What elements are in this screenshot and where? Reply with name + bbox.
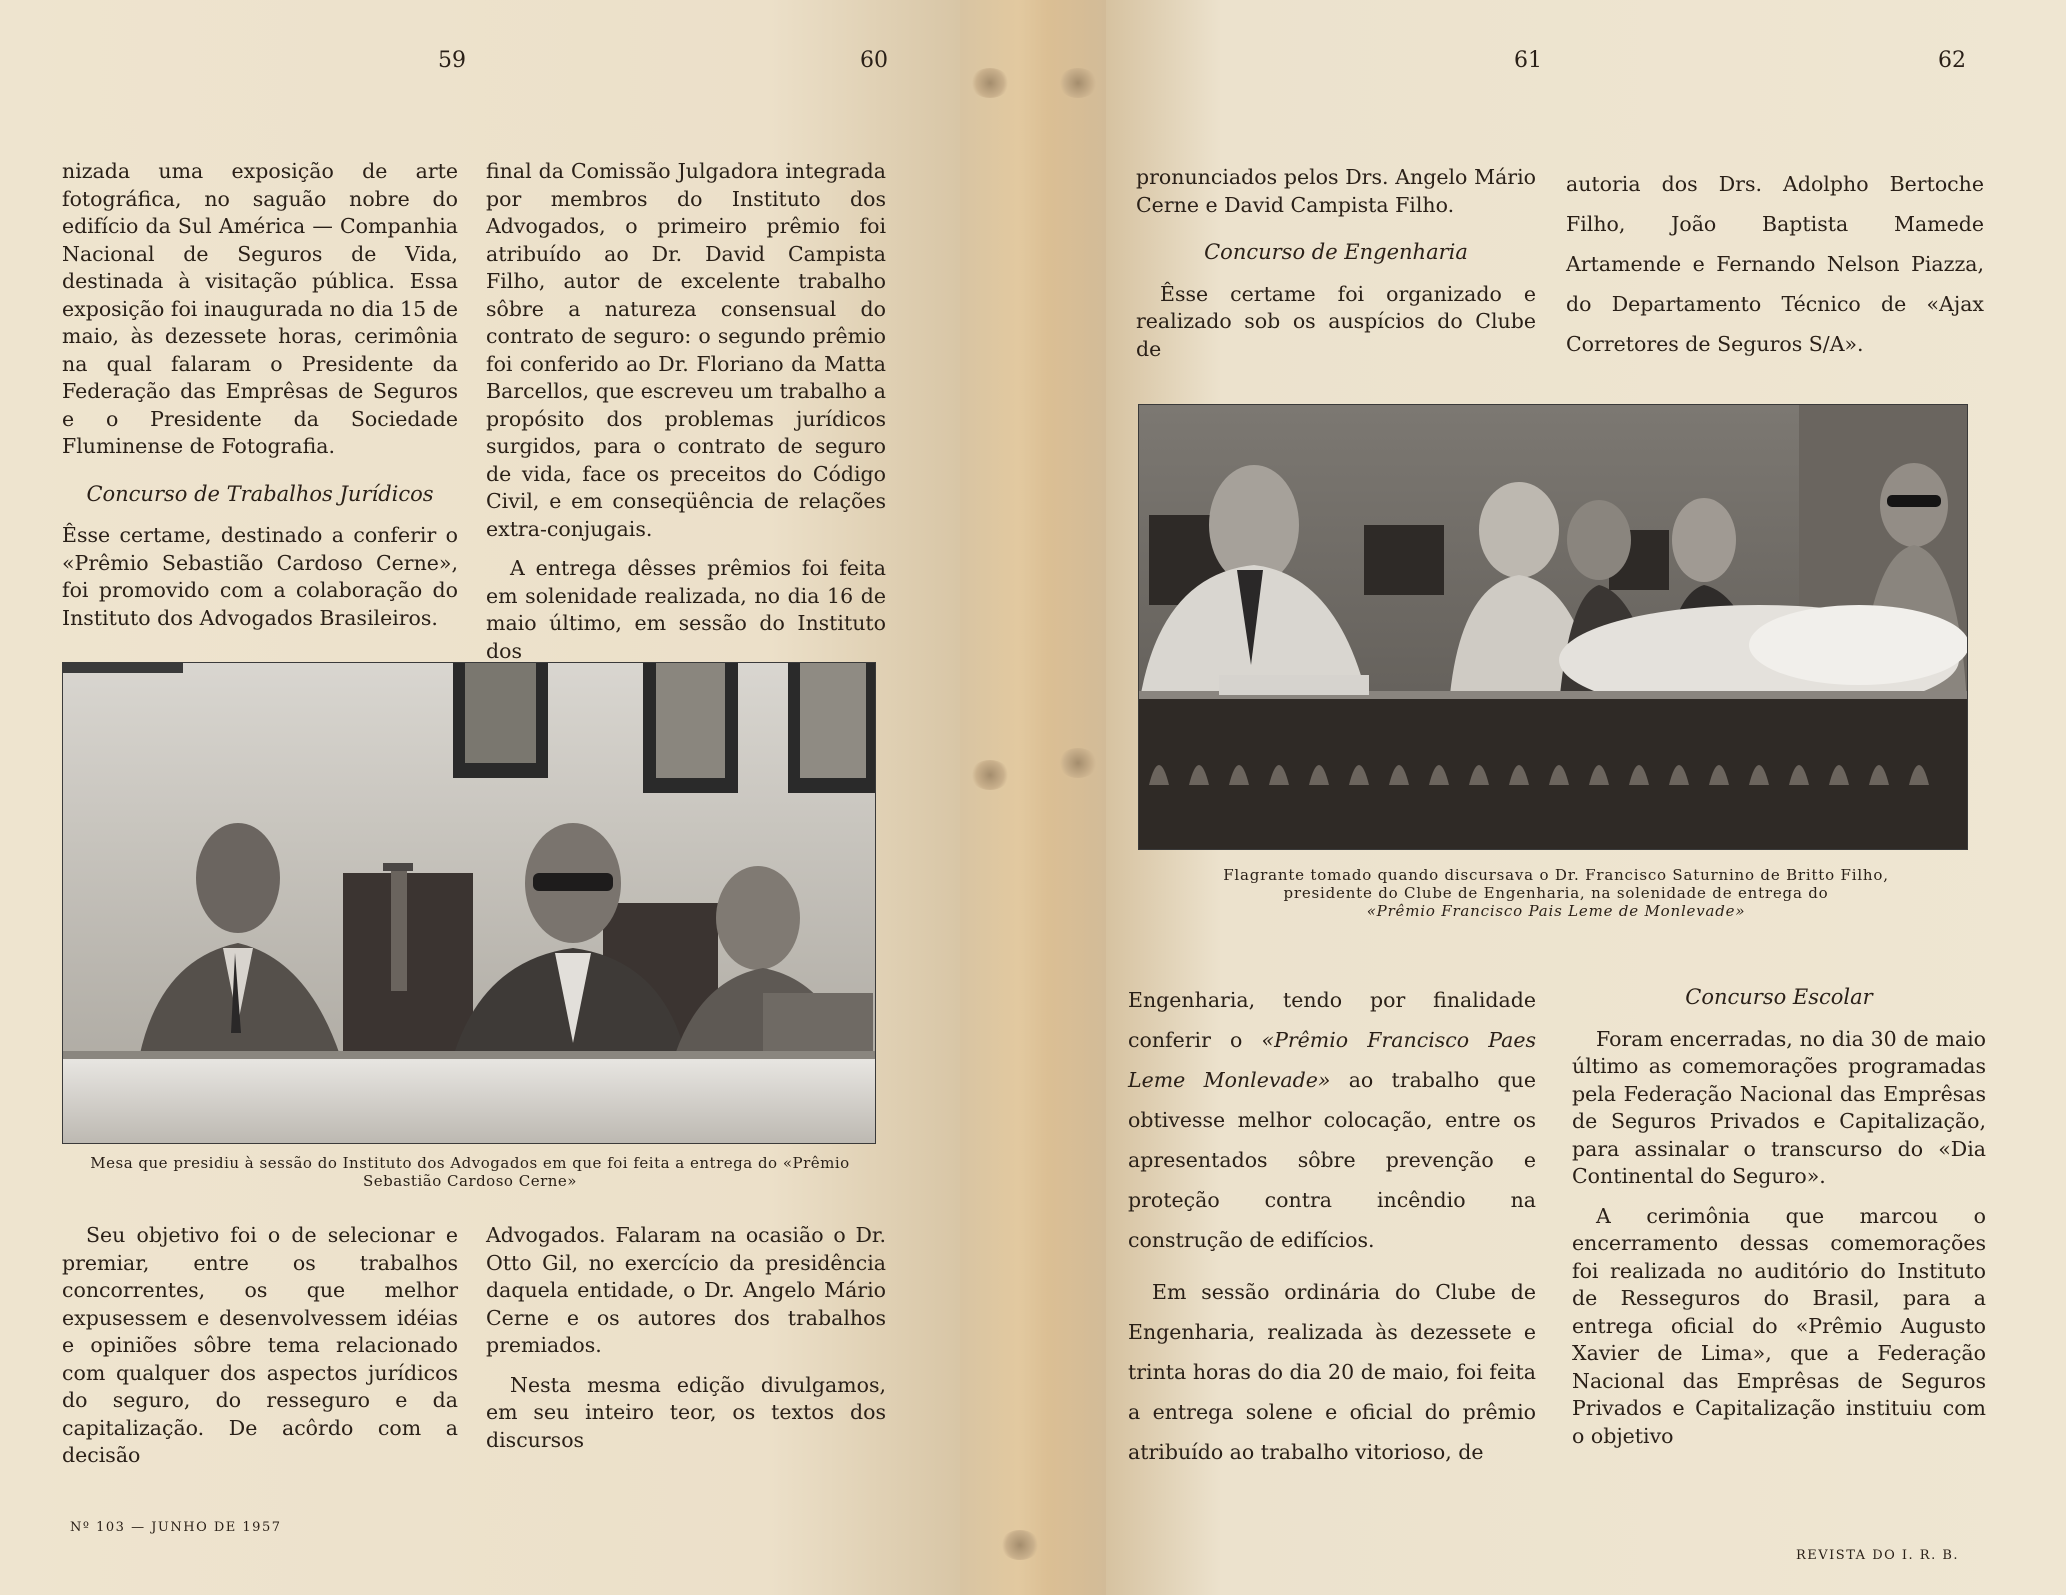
photo-caption-instituto: Mesa que presidiu à sessão do Instituto dos Advogados em que foi feita a entrega do «Prêmio Sebastião Cardoso Cerne» <box>90 1154 850 1190</box>
paragraph-sessao-ordinaria: Em sessão ordinária do Clube de Engenharia, realizada às dezessete e trinta horas do dia 20 de maio, foi feita a entrega solene e oficial do prêmio atribuído ao trabalho vitorioso, de <box>1128 1280 1536 1464</box>
page60-column-bottom <box>486 1222 886 1466</box>
page61-column-top <box>1136 164 1536 375</box>
footer-issue: Nº 103 — JUNHO DE 1957 <box>70 1520 282 1535</box>
photo-illustration <box>1139 405 1967 849</box>
paragraph-foram-encerradas: Foram encerradas, no dia 30 de maio último as comemorações programadas pela Federação Nacional das Emprêsas de Seguros Privados e Capitalização, para assinalar o transcurso do «Dia Continental do Seguro». <box>1572 1026 1986 1188</box>
caption-line-3: «Prêmio Francisco Pais Leme de Monlevade» <box>1366 902 1746 920</box>
paragraph-entrega-premios: A entrega dêsses prêmios foi feita em solenidade realizada, no dia 16 de maio último, em sessão do Instituto dos <box>486 556 886 663</box>
caption-line-1: Flagrante tomado quando discursava o Dr. Francisco Saturnino de Britto Filho, <box>1223 866 1889 884</box>
premio-monlevade-title: «Prêmio Francisco Paes Leme Monlevade» <box>1128 1028 1536 1092</box>
heading-concurso-juridicos: Concurso de Trabalhos Jurídicos <box>86 481 434 506</box>
binding-stitch <box>1000 1530 1040 1560</box>
page-number-59: 59 <box>438 48 466 73</box>
footer-revista: REVISTA DO I. R. B. <box>1796 1548 1960 1563</box>
left-page <box>0 0 960 1595</box>
heading-concurso-escolar: Concurso Escolar <box>1685 985 1873 1009</box>
paragraph-autoria: autoria dos Drs. Adolpho Bertoche Filho, João Baptista Mamede Artamende e Fernando Nelson Piazza, do Departamento Técnico de «Ajax Corretores de Seguros S/A». <box>1566 172 1984 356</box>
paragraph-cerimonia: A cerimônia que marcou o encerramento dessas comemorações foi realizada no auditório do Instituto de Resseguros do Brasil, para a entrega oficial do «Prêmio Augusto Xavier de Lima», que a Federação Nacional das Emprêsas de Seguros Privados e Capitalização instituiu com o objetivo <box>1572 1203 1986 1448</box>
paragraph-pronunciados: pronunciados pelos Drs. Angelo Mário Cerne e David Campista Filho. <box>1136 165 1536 217</box>
caption-line-2: presidente do Clube de Engenharia, na solenidade de entrega do <box>1283 884 1829 902</box>
binding-stitch <box>970 68 1010 98</box>
page60-column-top <box>486 158 886 677</box>
paragraph-nesta-edicao: Nesta mesma edição divulgamos, em seu inteiro teor, os textos dos discursos <box>486 1372 886 1452</box>
heading-concurso-engenharia: Concurso de Engenharia <box>1204 240 1468 264</box>
right-page <box>1106 0 2066 1595</box>
paragraph-certame-engenharia: Êsse certame foi organizado e realizado sob os auspícios do Clube de <box>1136 281 1536 361</box>
photo-caption-engenharia <box>1136 866 1976 920</box>
page59-column-bottom <box>62 1222 458 1482</box>
page59-column-top <box>62 158 458 644</box>
paragraph-advogados-falaram: Advogados. Falaram na ocasião o Dr. Otto Gil, no exercício da presidência daquela entidade, o Dr. Angelo Mário Cerne e os autores dos trabalhos premiados. <box>486 1223 886 1357</box>
paragraph-objetivo: Seu objetivo foi o de selecionar e premiar, entre os trabalhos concorrentes, os que melhor expusessem e desenvolvessem idéias e opiniões sôbre tema relacionado com qualquer dos aspectos jurídicos do seguro, do resseguro e da capitalização. De acôrdo com a decisão <box>62 1223 458 1467</box>
page-number-61: 61 <box>1514 48 1542 73</box>
page-number-62: 62 <box>1938 48 1966 73</box>
paragraph-certame-juridico: Êsse certame, destinado a conferir o «Prêmio Sebastião Cardoso Cerne», foi promovido com a colaboração do Instituto dos Advogados Brasileiros. <box>62 523 458 630</box>
page61-column-bottom <box>1128 980 1536 1484</box>
page62-column-bottom <box>1572 984 1986 1462</box>
binding-stitch <box>1058 748 1098 778</box>
book-gutter <box>960 0 1106 1595</box>
page62-column-top <box>1566 164 1984 376</box>
binding-stitch <box>1058 68 1098 98</box>
paragraph-comissao-julgadora: final da Comissão Julgadora integrada por membros do Instituto dos Advogados, o primeiro prêmio foi atribuído ao Dr. David Campista Filho, autor de excelente trabalho sôbre a natureza consensual do contrato de seguro: o segundo prêmio foi conferido ao Dr. Floriano da Matta Barcellos, que escreveu um trabalho a propósito dos problemas jurídicos surgidos, para o contrato de seguro de vida, face os preceitos do Código Civil, e em conseqüência de relações extra-conjugais. <box>486 159 886 541</box>
page-number-60: 60 <box>860 48 888 73</box>
photo-mesa-instituto-advogados <box>62 662 876 1144</box>
binding-stitch <box>970 760 1010 790</box>
paragraph-engenharia-finalidade: Engenharia, tendo por finalidade conferir o «Prêmio Francisco Paes Leme Monlevade» ao trabalho que obtivesse melhor colocação, entre os apresentados sôbre prevenção e proteção contra incêndio na construção de edifícios. <box>1128 988 1536 1252</box>
photo-clube-engenharia <box>1138 404 1968 850</box>
paragraph-exposicao: nizada uma exposição de arte fotográfica, no saguão nobre do edifício da Sul América — Companhia Nacional de Seguros de Vida, destinada à visitação pública. Essa exposição foi inaugurada no dia 15 de maio, às dezessete horas, cerimônia na qual falaram o Presidente da Federação das Emprêsas de Seguros e o Presidente da Sociedade Fluminense de Fotografia. <box>62 159 458 458</box>
photo-illustration <box>63 663 875 1143</box>
